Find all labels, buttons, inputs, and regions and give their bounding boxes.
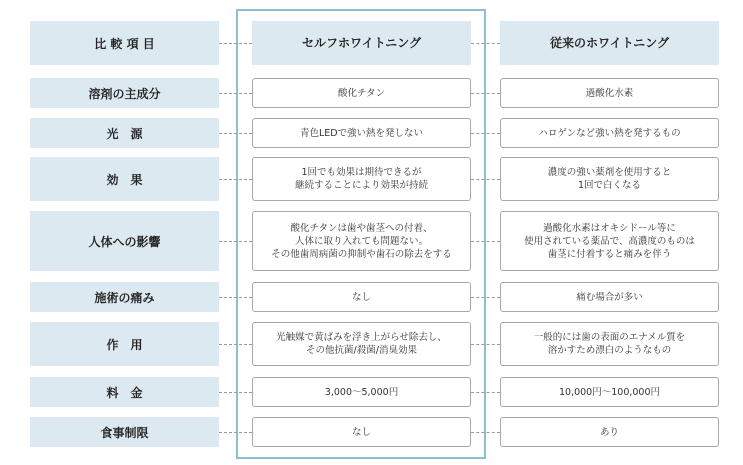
connector-line [219, 297, 252, 298]
self-whitening-cell: 酸化チタンは歯や歯茎への付着、 人体に取り入れても問題ない。 その他歯周病菌の抑制や歯石の除去をする [252, 211, 471, 271]
row-label [30, 282, 219, 312]
row-label [30, 417, 219, 447]
row-label-text: 人体への影響 [88, 234, 161, 249]
connector-line [471, 43, 500, 44]
row-label-text: 作 用 [106, 337, 143, 352]
row-label [30, 322, 219, 366]
comparison-row [0, 417, 743, 447]
row-label-text: 料 金 [106, 385, 143, 400]
self-whitening-cell: なし [252, 282, 471, 312]
self-whitening-cell: 青色LEDで強い熱を発しない [252, 118, 471, 148]
self-whitening-cell: 1回でも効果は期待できるが 継続することにより効果が持続 [252, 157, 471, 201]
conventional-whitening-cell: 過酸化水素 [500, 78, 719, 108]
self-whitening-header-label: セルフホワイトニング [302, 35, 421, 50]
connector-line [219, 344, 252, 345]
row-label [30, 157, 219, 201]
row-label-text: 施術の痛み [94, 290, 155, 305]
conventional-whitening-cell: あり [500, 417, 719, 447]
comparison-row [0, 322, 743, 366]
conventional-whitening-header [500, 21, 719, 65]
connector-line [219, 392, 252, 393]
self-whitening-cell: 3,000〜5,000円 [252, 377, 471, 407]
row-label [30, 211, 219, 271]
conventional-whitening-cell: ハロゲンなど強い熱を発するもの [500, 118, 719, 148]
conventional-whitening-cell: 一般的には歯の表面のエナメル質を 溶かすため漂白のようなもの [500, 322, 719, 366]
row-label [30, 78, 219, 108]
comparison-row [0, 377, 743, 407]
connector-line [219, 179, 252, 180]
connector-line [219, 133, 252, 134]
comparison-row [0, 78, 743, 108]
comparison-row [0, 118, 743, 148]
conventional-whitening-cell: 過酸化水素はオキシドール等に 使用されている薬品で、高濃度のものは 歯茎に付着すると痛みを伴う [500, 211, 719, 271]
comparison-row [0, 282, 743, 312]
connector-line [219, 432, 252, 433]
row-label-text: 光 源 [106, 126, 143, 141]
connector-line [471, 241, 500, 242]
connector-line [219, 241, 252, 242]
row-label [30, 118, 219, 148]
connector-line [471, 93, 500, 94]
self-whitening-cell: 光触媒で黄ばみを浮き上がらせ除去し、 その他抗菌/殺菌/消臭効果 [252, 322, 471, 366]
connector-line [471, 432, 500, 433]
connector-line [471, 392, 500, 393]
conventional-whitening-header-label: 従来のホワイトニング [550, 35, 669, 50]
conventional-whitening-cell: 10,000円〜100,000円 [500, 377, 719, 407]
self-whitening-header [252, 21, 471, 65]
row-label [30, 377, 219, 407]
comparison-row [0, 211, 743, 271]
conventional-whitening-cell: 濃度の強い薬剤を使用すると 1回で白くなる [500, 157, 719, 201]
self-whitening-cell: 酸化チタン [252, 78, 471, 108]
comparison-row [0, 157, 743, 201]
row-label-text: 効 果 [106, 172, 143, 187]
connector-line [219, 43, 252, 44]
item-header [30, 21, 219, 65]
self-whitening-cell: なし [252, 417, 471, 447]
connector-line [471, 297, 500, 298]
connector-line [471, 179, 500, 180]
connector-line [471, 344, 500, 345]
row-label-text: 食事制限 [100, 425, 149, 440]
row-label-text: 溶剤の主成分 [88, 86, 161, 101]
connector-line [471, 133, 500, 134]
conventional-whitening-cell: 痛む場合が多い [500, 282, 719, 312]
connector-line [219, 93, 252, 94]
header-row [0, 21, 743, 65]
item-header-label: 比 較 項 目 [94, 36, 155, 51]
